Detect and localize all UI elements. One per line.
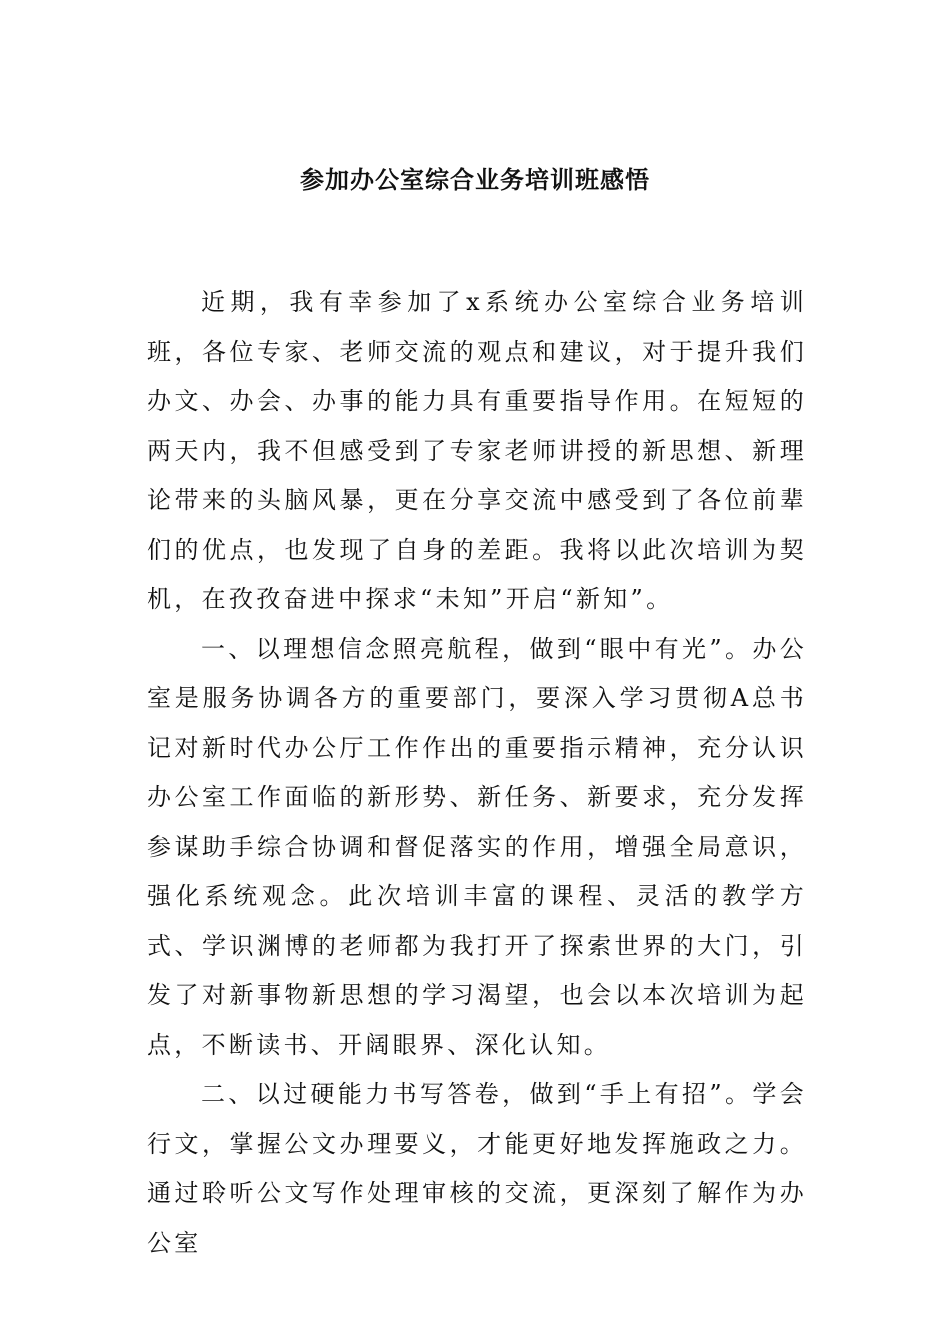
paragraph-section-two: 二、以过硬能力书写答卷，做到“手上有招”。学会行文，掌握公文办理要义，才能更好地发挥施政之力。通过聆听公文写作处理审核的交流，更深刻了解作为办公室 [147,1080,807,1257]
document-body [147,278,807,1268]
document-title: 参加办公室综合业务培训班感悟 [300,166,650,194]
paragraph-section-one: 一、以理想信念照亮航程，做到“眼中有光”。办公室是服务协调各方的重要部门，要深入学习贯彻A总书记对新时代办公厅工作作出的重要指示精神，充分认识办公室工作面临的新形势、新任务、新要求，充分发挥参谋助手综合协调和督促落实的作用，增强全局意识，强化系统观念。此次培训丰富的课程、灵活的教学方式、学识渊博的老师都为我打开了探索世界的大门，引发了对新事物新思想的学习渴望，也会以本次培训为起点，不断读书、开阔眼界、深化认知。 [147,634,807,1059]
paragraph-intro: 近期，我有幸参加了x系统办公室综合业务培训班，各位专家、老师交流的观点和建议，对于提升我们办文、办会、办事的能力具有重要指导作用。在短短的两天内，我不但感受到了专家老师讲授的新思想、新理论带来的头脑风暴，更在分享交流中感受到了各位前辈们的优点，也发现了自身的差距。我将以此次培训为契机，在孜孜奋进中探求“未知”开启“新知”。 [147,288,807,613]
